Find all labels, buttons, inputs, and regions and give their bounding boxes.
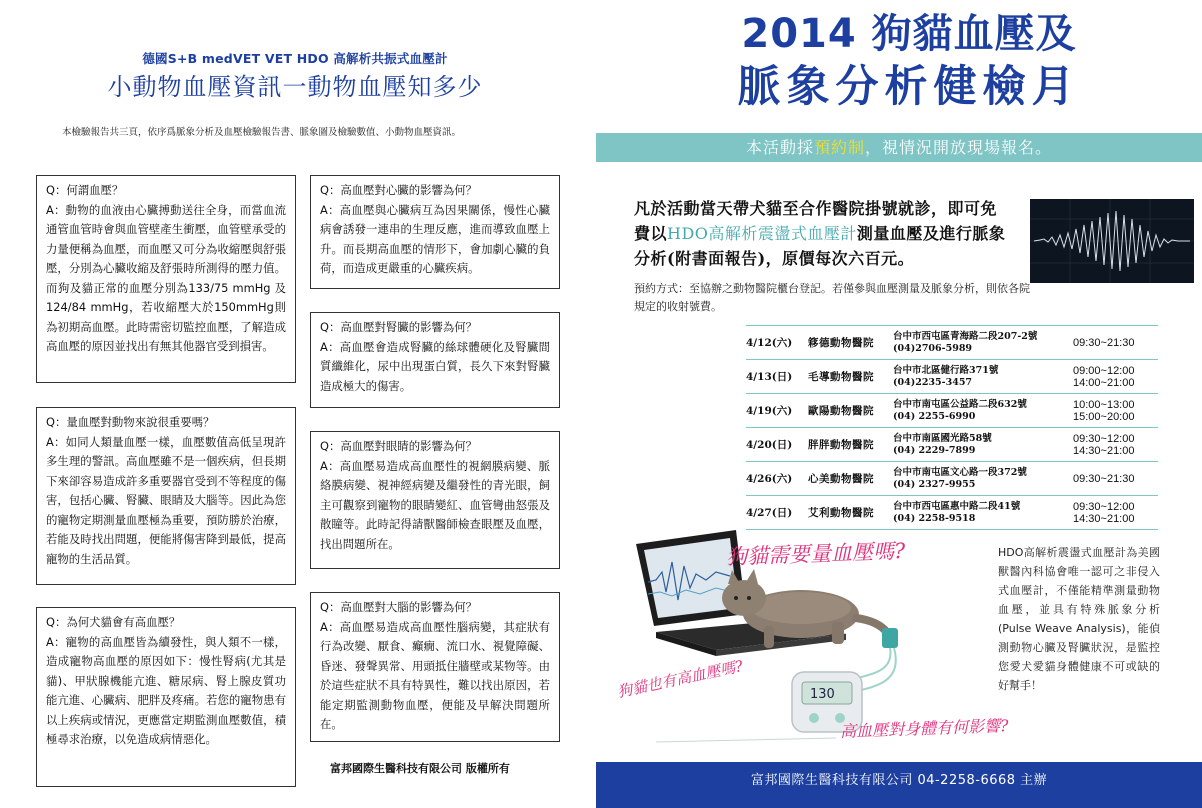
copyright-text: 富邦國際生醫科技有限公司 版權所有 xyxy=(330,762,510,775)
qa-box-heart xyxy=(310,175,560,289)
qa-answer: A：高血壓易造成高血壓性的視網膜病變、脈絡膜病變、視神經病變及繼發性的青光眼，飼主可觀察到寵物的眼睛變紅、血管彎曲怒張及散瞳等。此時記得請獸醫師檢查眼壓及血壓，找出問題所在。 xyxy=(320,458,550,551)
booking-method: 預約方式：至協辦之動物醫院櫃台登記。若僅參與血壓測量及脈象分析，則依各院規定的收射號費。 xyxy=(634,282,1030,313)
schedule-date: 4/12(六) xyxy=(746,337,793,349)
hours-1: 09:30~21:30 xyxy=(1073,472,1135,485)
schedule-hours xyxy=(1073,428,1158,462)
schedule-date: 4/26(六) xyxy=(746,473,793,485)
hours-1: 10:00~13:00 xyxy=(1073,398,1135,411)
schedule-row xyxy=(746,360,1158,394)
qa-answer: A：動物的血液由心臟搏動送往全身，而當血流通管血管時會與血管壁產生衝壓，血管壁承受的力量便稱為血壓，而血壓又可分為收縮壓與舒張壓，分別為心臟收縮及舒張時所測得的壓力值。而狗及貓正常的血壓分別為133/75 mmHg 及 124/84 mmHg，若收縮壓大於150mmHg則為初期高血壓。此時需密切監控血壓，了解造成高血壓的原因並找出有無其他器官受到損害。 xyxy=(46,202,286,353)
schedule-clinic: 歐陽動物醫院 xyxy=(808,405,874,417)
clinic-phone: (04)2706-5989 xyxy=(893,342,973,354)
schedule-clinic: 毛導動物醫院 xyxy=(808,371,874,383)
right-page xyxy=(596,0,1202,808)
schedule-hours xyxy=(1073,496,1158,530)
report-note: 本檢驗報告共三頁，依序爲脈象分析及血壓檢驗報告書、脈象圖及檢驗數值、小動物血壓資訊。 xyxy=(62,127,462,138)
hours-2: 14:30~21:00 xyxy=(1073,444,1135,457)
qa-box-eyes xyxy=(310,431,560,569)
hours-1: 09:30~12:00 xyxy=(1073,432,1135,445)
left-page xyxy=(0,0,590,808)
clinic-phone: (04) 2255-6990 xyxy=(893,410,976,422)
reservation-banner xyxy=(596,133,1202,162)
schedule-clinic: 簃德動物醫院 xyxy=(808,337,874,349)
qa-box-causes xyxy=(36,607,296,787)
schedule-address xyxy=(893,360,1073,394)
qa-question: Q：量血壓對動物來說很重要嗎？ xyxy=(46,415,215,429)
schedule-date: 4/27(日) xyxy=(746,507,793,519)
headline-question-3: 高血壓對身體有何影響? xyxy=(839,716,1009,741)
schedule-address xyxy=(893,428,1073,462)
headline-question-2: 狗貓也有高血壓嗎? xyxy=(615,656,745,702)
banner-text-post: ，視情況開放現場報名。 xyxy=(865,138,1053,157)
event-title-line1: 2014 狗貓血壓及 xyxy=(741,11,1077,57)
hours-2: 14:00~21:00 xyxy=(1073,376,1135,389)
offer-pre: 凡於活動當天帶犬貓至合作醫院掛號就診，即可免費以 xyxy=(634,199,998,243)
schedule-hours xyxy=(1073,462,1158,496)
clinic-address: 台中市南屯區文心路一段372號 xyxy=(893,466,1027,478)
schedule-clinic: 艾利動物醫院 xyxy=(808,507,874,519)
schedule-row xyxy=(746,428,1158,462)
qa-box-blood-pressure xyxy=(36,175,296,383)
hours-2: 14:30~21:00 xyxy=(1073,512,1135,525)
clinic-phone: (04) 2327-9955 xyxy=(893,478,976,490)
clinic-address: 台中市南屯區公益路二段632號 xyxy=(893,398,1027,410)
qa-question: Q：高血壓對腎臟的影響為何？ xyxy=(320,320,478,334)
hours-1: 09:00~12:00 xyxy=(1073,364,1135,377)
clinic-address: 台中市北區健行路371號 xyxy=(893,364,999,376)
qa-answer: A：寵物的高血壓皆為續發性，與人類不一樣，造成寵物高血壓的原因如下：慢性腎病(尤其是貓)、甲狀腺機能亢進、糖尿病、腎上腺皮質功能亢進、心臟病、肥胖及疼痛。若您的寵物患有以上疾病或情況，更應當定期監測血壓數值，積極尋求治療，以免造成病情惡化。 xyxy=(46,634,286,746)
schedule-address xyxy=(893,462,1073,496)
schedule-hours xyxy=(1073,326,1158,360)
schedule-date: 4/20(日) xyxy=(746,439,793,451)
qa-answer: A：高血壓易造成高血壓性腦病變，其症狀有行為改變、厭食、癲癇、流口水、視覺障礙、昏迷、發聲異常、用頭抵住牆壁或某物等。由於這些症狀不具有特異性，難以找出原因，若能定期監測動物血壓，便能及早解決問題所在。 xyxy=(320,619,550,731)
qa-question: Q：高血壓對大腦的影響為何？ xyxy=(320,600,478,614)
left-subtitle: 德國S+B medVET VET HDO 高解析共振式血壓計 xyxy=(142,51,448,66)
schedule-clinic: 胖胖動物醫院 xyxy=(808,439,874,451)
schedule-row xyxy=(746,462,1158,496)
device-readout: 130 xyxy=(810,687,835,702)
schedule-hours xyxy=(1073,394,1158,428)
clinic-phone: (04) 2229-7899 xyxy=(893,444,976,456)
schedule-date: 4/13(日) xyxy=(746,371,793,383)
left-title: 小動物血壓資訊一動物血壓知多少 xyxy=(107,73,483,101)
clinic-address: 台中市西屯區青海路二段207-2號 xyxy=(893,330,1038,342)
schedule-row xyxy=(746,394,1158,428)
schedule-date: 4/19(六) xyxy=(746,405,793,417)
hours-1: 09:30~12:00 xyxy=(1073,500,1135,513)
qa-question: Q：高血壓對心臟的影響為何？ xyxy=(320,183,478,197)
schedule-address xyxy=(893,326,1073,360)
qa-answer: A：如同人類量血壓一樣，血壓數值高低呈現許多生理的警訊。高血壓雖不是一個疾病，但長期下來卻容易造成許多重要器官受到不等程度的傷害，包括心臟、腎臟、眼睛及大腦等。因此為您的寵物定期測量血壓極為重要，預防勝於治療，若能及時找出問題，便能將傷害降到最低，提高寵物的生活品質。 xyxy=(46,434,286,566)
qa-question: Q：為何犬貓會有高血壓？ xyxy=(46,615,181,629)
offer-device-name: HDO高解析震盪式血壓計 xyxy=(667,224,857,243)
clinic-address: 台中市南區國光路58號 xyxy=(893,432,992,444)
clinic-schedule-table xyxy=(746,325,1158,530)
qa-box-importance xyxy=(36,407,296,585)
qa-question: Q：高血壓對眼睛的影響為何？ xyxy=(320,439,478,453)
qa-answer: A：高血壓會造成腎臟的絲球體硬化及腎臟間質纖維化，尿中出現蛋白質，長久下來對腎臟造成極大的傷害。 xyxy=(320,339,550,393)
offer-text xyxy=(634,196,1006,271)
hours-2: 15:00~20:00 xyxy=(1073,410,1135,423)
clinic-address: 台中市西屯區惠中路二段41號 xyxy=(893,500,1021,512)
headline-question-1: 狗貓需要量血壓嗎? xyxy=(725,538,906,570)
event-title-line2: 脈象分析健檢月 xyxy=(737,62,1081,112)
qa-box-kidney xyxy=(310,312,560,408)
organizer-footer: 富邦國際生醫科技有限公司 04-2258-6668 主辦 xyxy=(596,762,1202,808)
clinic-phone: (04)2235-3457 xyxy=(893,376,973,388)
schedule-address xyxy=(893,394,1073,428)
qa-question: Q：何謂血壓？ xyxy=(46,183,124,197)
pulse-wave-image xyxy=(1030,199,1194,283)
hours-1: 09:30~21:30 xyxy=(1073,336,1135,349)
qa-answer: A：高血壓與心臟病互為因果關係，慢性心臟病會誘發一連串的生理反應，進而導致血壓上升。而長期高血壓的情形下，會加劇心臟的負荷，而造成更嚴重的心臟疾病。 xyxy=(320,202,550,275)
schedule-hours xyxy=(1073,360,1158,394)
schedule-row xyxy=(746,326,1158,360)
qa-box-brain xyxy=(310,592,560,742)
banner-text-pre: 本活動採 xyxy=(745,138,814,157)
schedule-clinic: 心美動物醫院 xyxy=(808,473,874,485)
offer-post: 測量血壓及進行脈象分析(附書面報告)，原價每次六百元。 xyxy=(634,224,1006,268)
banner-highlight: 預約制 xyxy=(813,138,865,157)
clinic-phone: (04) 2258-9518 xyxy=(893,512,976,524)
device-description: HDO高解析震盪式血壓計為美國獸醫內科協會唯一認可之非侵入式血壓計，不僅能精準測量動物血壓，並具有特殊脈象分析(Pulse Weave Analysis)，能偵測動物心臟及腎臟狀況，是監控您愛犬愛貓身體健康不可或缺的好幫手！ xyxy=(998,546,1160,692)
